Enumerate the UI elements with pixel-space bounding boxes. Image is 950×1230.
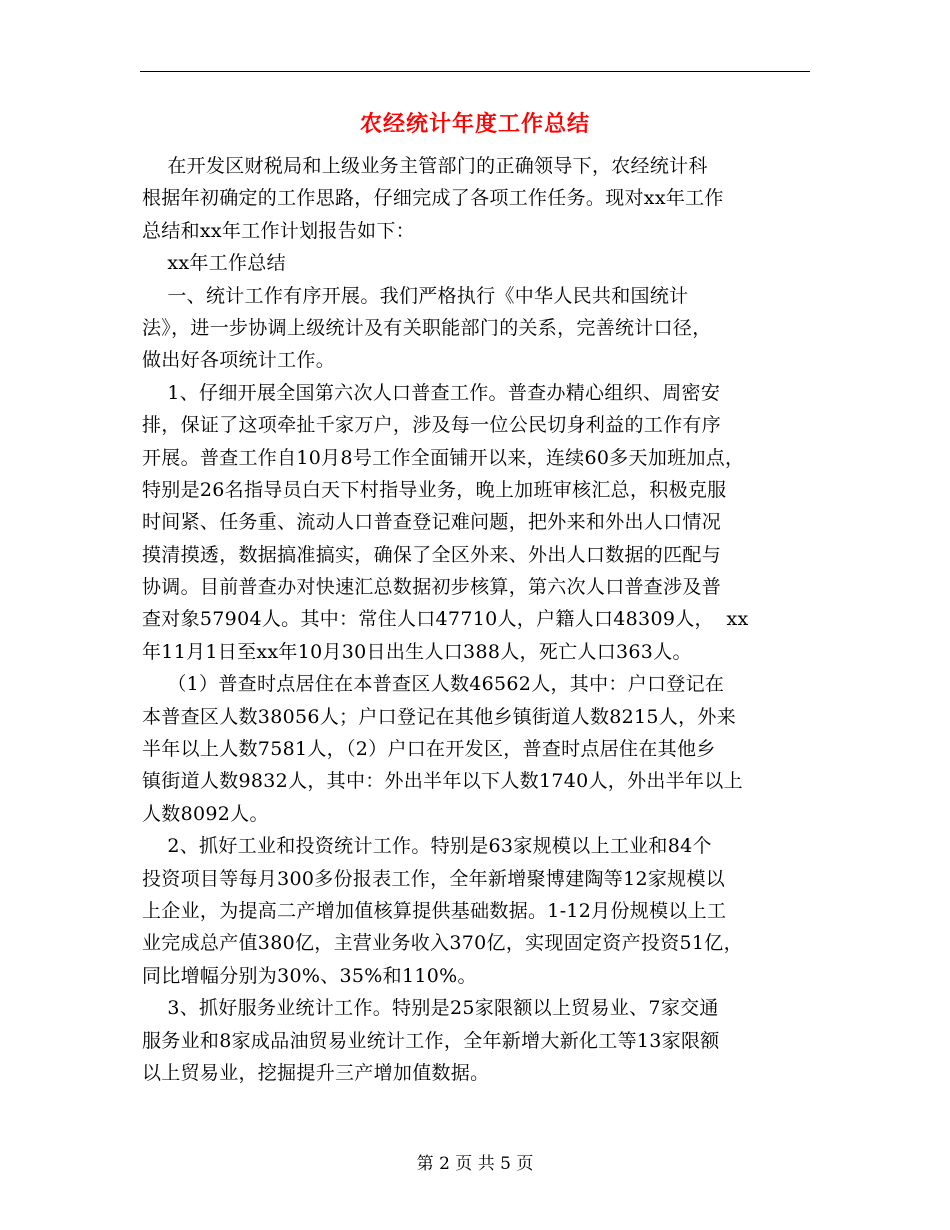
body-line: 时间紧、任务重、流动人口普查登记难问题，把外来和外出人口情况 [142, 511, 722, 534]
body-line: 3、抓好服务业统计工作。特别是25家限额以上贸易业、7家交通 [142, 997, 719, 1020]
body-line: 做出好各项统计工作。 [142, 349, 336, 372]
body-line: 排，保证了这项牵扯千家万户，涉及每一位公民切身利益的工作有序 [142, 414, 722, 437]
body-line: 以上贸易业，挖掘提升三产增加值数据。 [142, 1061, 490, 1084]
body-line: 服务业和8家成品油贸易业统计工作，全年新增大新化工等13家限额 [142, 1029, 720, 1052]
body-line: 镇街道人数9832人，其中：外出半年以下人数1740人，外出半年以上 [142, 770, 743, 793]
body-line: 一、统计工作有序开展。我们严格执行《中华人民共和国统计 [142, 284, 689, 307]
body-line: 根据年初确定的工作思路，仔细完成了各项工作任务。现对xx年工作 [142, 187, 724, 210]
body-line: 特别是26名指导员白天下村指导业务，晚上加班审核汇总，积极克服 [142, 478, 727, 501]
document-body [142, 150, 817, 1089]
body-line: 本普查区人数38056人；户口登记在其他乡镇街道人数8215人，外来 [142, 705, 736, 728]
body-line: （1）普查时点居住在本普查区人数46562人，其中：户口登记在 [142, 673, 725, 696]
body-line: 法》，进一步协调上级统计及有关职能部门的关系，完善统计口径， [142, 316, 712, 339]
body-line: 2、抓好工业和投资统计工作。特别是63家规模以上工业和84个 [142, 835, 712, 858]
body-line: 开展。普查工作自10月8号工作全面铺开以来，连续60多天加班加点， [142, 446, 745, 469]
body-line: 半年以上人数7581人，（2）户口在开发区，普查时点居住在其他乡 [142, 738, 716, 761]
body-line: 在开发区财税局和上级业务主管部门的正确领导下，农经统计科 [142, 155, 708, 177]
body-line: 人数8092人。 [142, 802, 269, 825]
body-line: 投资项目等每月300多份报表工作，全年新增聚博建陶等12家规模以 [142, 867, 726, 890]
body-line: 同比增幅分别为30%、35%和110%。 [142, 964, 477, 987]
body-line: 年11月1日至xx年10月30日出生人口388人，死亡人口363人。 [142, 640, 692, 663]
header-rule [140, 71, 810, 72]
body-line: xx年工作总结 [142, 252, 286, 275]
body-line: 查对象57904人。其中：常住人口47710人，户籍人口48309人， xx [142, 608, 749, 631]
document-title: 农经统计年度工作总结 [359, 112, 590, 137]
body-line: 1、仔细开展全国第六次人口普查工作。普查办精心组织、周密安 [142, 381, 721, 404]
body-line: 总结和xx年工作计划报告如下： [142, 219, 415, 242]
body-line: 上企业，为提高二产增加值核算提供基础数据。1-12月份规模以上工 [142, 899, 727, 922]
body-line: 协调。目前普查办对快速汇总数据初步核算，第六次人口普查涉及普 [142, 576, 722, 599]
body-line: 业完成总产值380亿，主营业务收入370亿，实现固定资产投资51亿， [142, 932, 743, 955]
page-number-footer: 第 2 页 共 5 页 [416, 1154, 534, 1174]
body-line: 摸清摸透，数据搞准搞实，确保了全区外来、外出人口数据的匹配与 [142, 543, 722, 566]
